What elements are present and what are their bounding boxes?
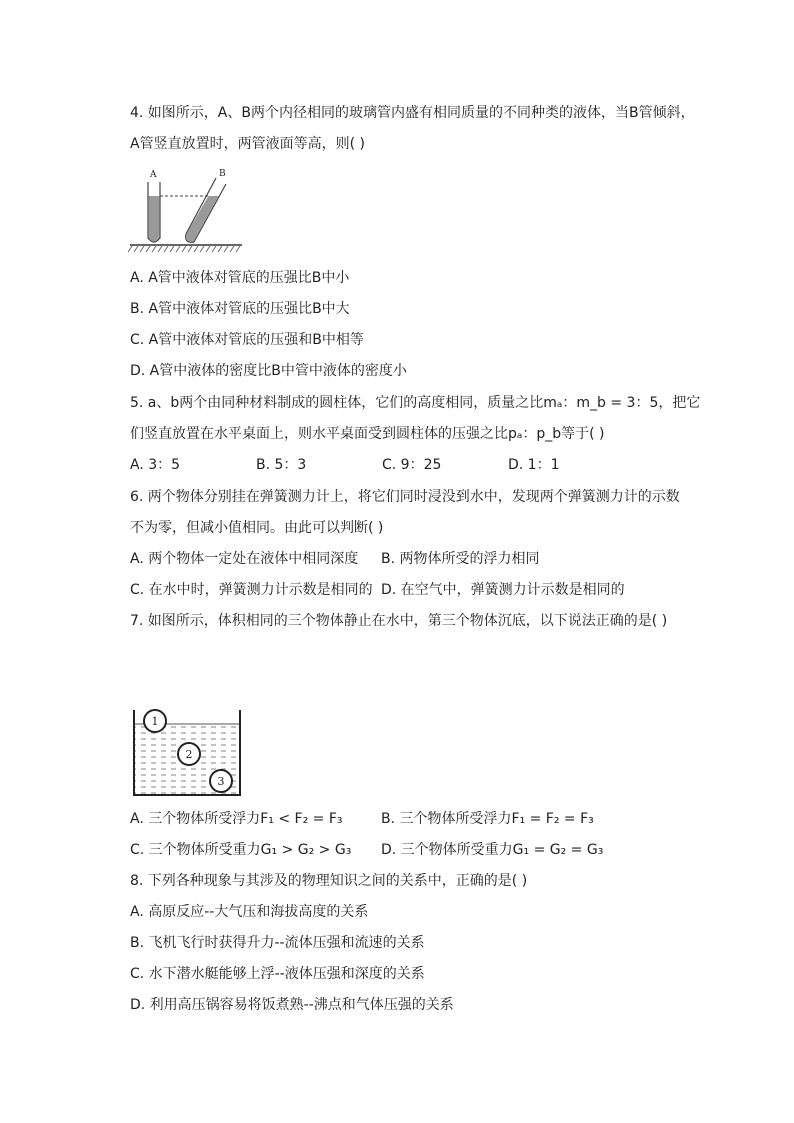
q7-label-2: 2	[185, 748, 193, 761]
q4-label-b: B	[219, 169, 226, 179]
q5-option-c: C. 9：25	[382, 457, 442, 473]
q5-option-d: D. 1：1	[508, 457, 560, 473]
q5-stem-line2: 们竖直放置在水平桌面上，则水平桌面受到圆柱体的压强之比pₐ：p_b等于( )	[130, 426, 605, 442]
q7-option-b: B. 三个物体所受浮力F₁ = F₂ = F₃	[381, 811, 594, 827]
q6-option-b: B. 两物体所受的浮力相同	[381, 551, 540, 567]
q5-stem-line1: 5. a、b两个由同种材料制成的圆柱体，它们的高度相同，质量之比mₐ：m_b = 3：5，把它	[130, 395, 701, 411]
q7-label-1: 1	[151, 715, 159, 728]
q8-option-d: D. 利用高压锅容易将饭煮熟--沸点和气体压强的关系	[130, 997, 454, 1013]
q5-option-a: A. 3：5	[130, 457, 181, 473]
q4-stem-line2: A管竖直放置时，两管液面等高，则( )	[130, 136, 365, 152]
q6-stem-line1: 6. 两个物体分别挂在弹簧测力计上，将它们同时浸没到水中，发现两个弹簧测力计的示数	[130, 489, 680, 505]
q7-option-a: A. 三个物体所受浮力F₁ < F₂ = F₃	[130, 811, 343, 827]
q4-option-c: C. A管中液体对管底的压强和B中相等	[130, 332, 364, 348]
q7-option-c: C. 三个物体所受重力G₁ > G₂ > G₃	[130, 842, 352, 858]
q8-option-a: A. 高原反应--大气压和海拔高度的关系	[130, 904, 369, 920]
q6-stem-line2: 不为零，但减小值相同。由此可以判断( )	[130, 520, 384, 536]
q8-stem-line1: 8. 下列各种现象与其涉及的物理知识之间的关系中，正确的是( )	[130, 873, 528, 889]
q4-option-b: B. A管中液体对管底的压强比B中大	[130, 301, 350, 317]
q7-stem-line1: 7. 如图所示，体积相同的三个物体静止在水中，第三个物体沉底，以下说法正确的是( )	[130, 613, 668, 629]
q4-stem-line1: 4. 如图所示，A、B两个内径相同的玻璃管内盛有相同质量的不同种类的液体，当B管倾斜，	[130, 105, 695, 121]
q8-option-b: B. 飞机飞行时获得升力--流体压强和流速的关系	[130, 935, 425, 951]
q6-option-c: C. 在水中时，弹簧测力计示数是相同的	[130, 582, 373, 598]
q4-label-a: A	[150, 170, 157, 180]
q4-option-a: A. A管中液体对管底的压强比B中小	[130, 270, 350, 286]
q7-label-3: 3	[217, 775, 225, 788]
q5-option-b: B. 5：3	[256, 457, 307, 473]
q4-tubes-figure	[128, 166, 246, 254]
q8-option-c: C. 水下潜水艇能够上浮--液体压强和深度的关系	[130, 966, 425, 982]
q6-option-a: A. 两个物体一定处在液体中相同深度	[130, 551, 359, 567]
q6-option-d: D. 在空气中，弹簧测力计示数是相同的	[381, 582, 625, 598]
q7-option-d: D. 三个物体所受重力G₁ = G₂ = G₃	[381, 842, 604, 858]
q4-option-d: D. A管中液体的密度比B中管中液体的密度小	[130, 363, 407, 379]
q7-container-figure	[130, 706, 246, 798]
